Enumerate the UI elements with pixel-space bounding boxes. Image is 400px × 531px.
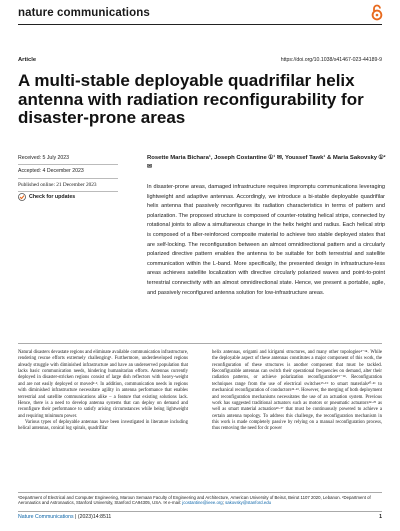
received-date: Received: 5 July 2023 [18, 152, 118, 165]
published-date: Published online: 21 December 2023 [18, 179, 118, 192]
open-access-icon [370, 4, 384, 21]
accepted-date: Accepted: 4 December 2023 [18, 165, 118, 178]
body-column-right [212, 350, 382, 433]
footnote-rule [18, 492, 382, 493]
body-paragraph: Various types of deployable antennas have been investigated in literature including helical antennas, conical log spirals, quadrifilar [18, 419, 188, 432]
author-list: Rosette Maria Bichara¹, Joseph Costantine ①¹ ✉, Youssef Tawk¹ & Maria Sakovsky ①² ✉ [147, 155, 386, 170]
doi-text[interactable]: https://doi.org/10.1038/s41467-023-44189-9 [280, 57, 382, 63]
citation-volume: | (2023)14:8511 [75, 514, 112, 520]
footer-rule [18, 511, 382, 512]
article-type: Article [18, 57, 37, 63]
citation-footer [18, 514, 111, 520]
citation-journal[interactable]: Nature Communications [18, 514, 74, 520]
header-rule [18, 24, 382, 25]
body-paragraph: helix antennas, origami and kirigami structures, and many other topologies⁴⁻¹⁴. While the deployable aspect of these antennas constitutes a major component of this work, the reconfiguration of these structures is another component that must be tackled. Reconfigurable antennas can switch their operational frequencies on demand, alter their radiation patterns, or achieve polarization reconfiguration¹⁵⁻¹⁸. Reconfiguration techniques range from the use of electrical switches¹⁵·¹⁹ to smart materials²⁰·²¹ to mechanical reconfiguration of conductors²²·²³. However, the merging of both deployment and reconfiguration mechanisms necessitates the use of an actuation system. Previous work has suggested traditional actuators such as motors or pneumatic actuators²⁴·²⁵ as well as smart material actuation²⁶·²⁷ that must be continuously powered to achieve a certain antenna topology. To address this challenge, the reconfiguration mechanism in this work is made completely passive by relying on a manual reconfiguration process, thus removing the need for dc power [212, 350, 382, 432]
check-updates-label[interactable]: Check for updates [29, 194, 76, 200]
doi-link[interactable] [281, 57, 382, 63]
page-number: 1 [379, 514, 382, 520]
affiliations-text: ¹Department of Electrical and Computer Engineering, Maroun Semaan Faculty of Engineering and Architecture, American University of Beirut, Beirut 1107 2020, Lebanon. ²Department of Aeronautics and Astronautics, Stanford University, Stanford CA94305, USA. ✉ e-mail: [18, 495, 371, 506]
check-updates-icon [18, 193, 26, 201]
section-divider [18, 343, 382, 344]
email-link-sakovsky[interactable]: sakovsky@stanford.edu [225, 500, 272, 506]
email-link-costantine[interactable]: jcostantine@ieee.org [182, 500, 223, 506]
article-dates [18, 152, 118, 192]
body-paragraph: Natural disasters devastate regions and eliminate available communication infrastructure, rendering rescue efforts extremely challenging¹. Furthermore, underdeveloped regions already struggle with diminished infrastructure and have an underserved population that lacks basic communication needs, hindering humanitarian efforts. Antennas currently deployed in disaster-stricken regions consist of large dish reflectors with heavy-weight and are not easily deployed or moved²·³. In addition, communication needs in regions with diminished infrastructure necessitate agility in antenna performance that enables terrestrial and satellite communications alike – a feature that existing solutions lack. Hence, there is a need to develop antenna systems that can deploy on demand and reconfigure their performance to satisfy arising circumstances while being lightweight and requiring minimum power. [18, 350, 188, 419]
body-column-left [18, 350, 188, 433]
abstract: In disaster-prone areas, damaged infrastructure requires impromptu communications leveraging lightweight and adaptive antennas. Accordingly, we introduce a bi-stable deployable quadrifilar helix antenna that passively reconfigures its radiation characteristics in terms of pattern and polarization. The proposed structure is composed of counter-rotating helical strips, connected by rotational joints to allow a simultaneous change in the helix height and radius. Each helical strip is composed of a fiber-reinforced composite material to achieve two stable deployed states that are self-locking. The reconfiguration between an almost omnidirectional pattern and a circularly polarized directive pattern enables the antenna to be suitable for both terrestrial and satellite communication within the L-band. More specifically, the presented design in infrastructure-less areas achieves satellite localization with directive circularly polarized waves and point-to-point terrestrial connectivity with an almost omnidirectional state. Hence, we present a portable, agile, and passively reconfigured antenna solution for low-infrastructure areas. [147, 184, 385, 296]
affiliations-footnote: ¹Department of Electrical and Computer Engineering, Maroun Semaan Faculty of Engineering and Architecture, American University of Beirut, Beirut 1107 2020, Lebanon. ²Department of Aeronautics and Astronautics, Stanford University, Stanford CA94305, USA. ✉ e-mail: jcostantine@ieee.org; sakovsky@stanford.edu [18, 495, 371, 506]
check-updates-button[interactable] [18, 193, 75, 201]
article-title: A multi-stable deployable quadrifilar helix antenna with radiation reconfigurability for disaster-prone areas [18, 71, 364, 127]
journal-name: nature communications [18, 7, 150, 19]
